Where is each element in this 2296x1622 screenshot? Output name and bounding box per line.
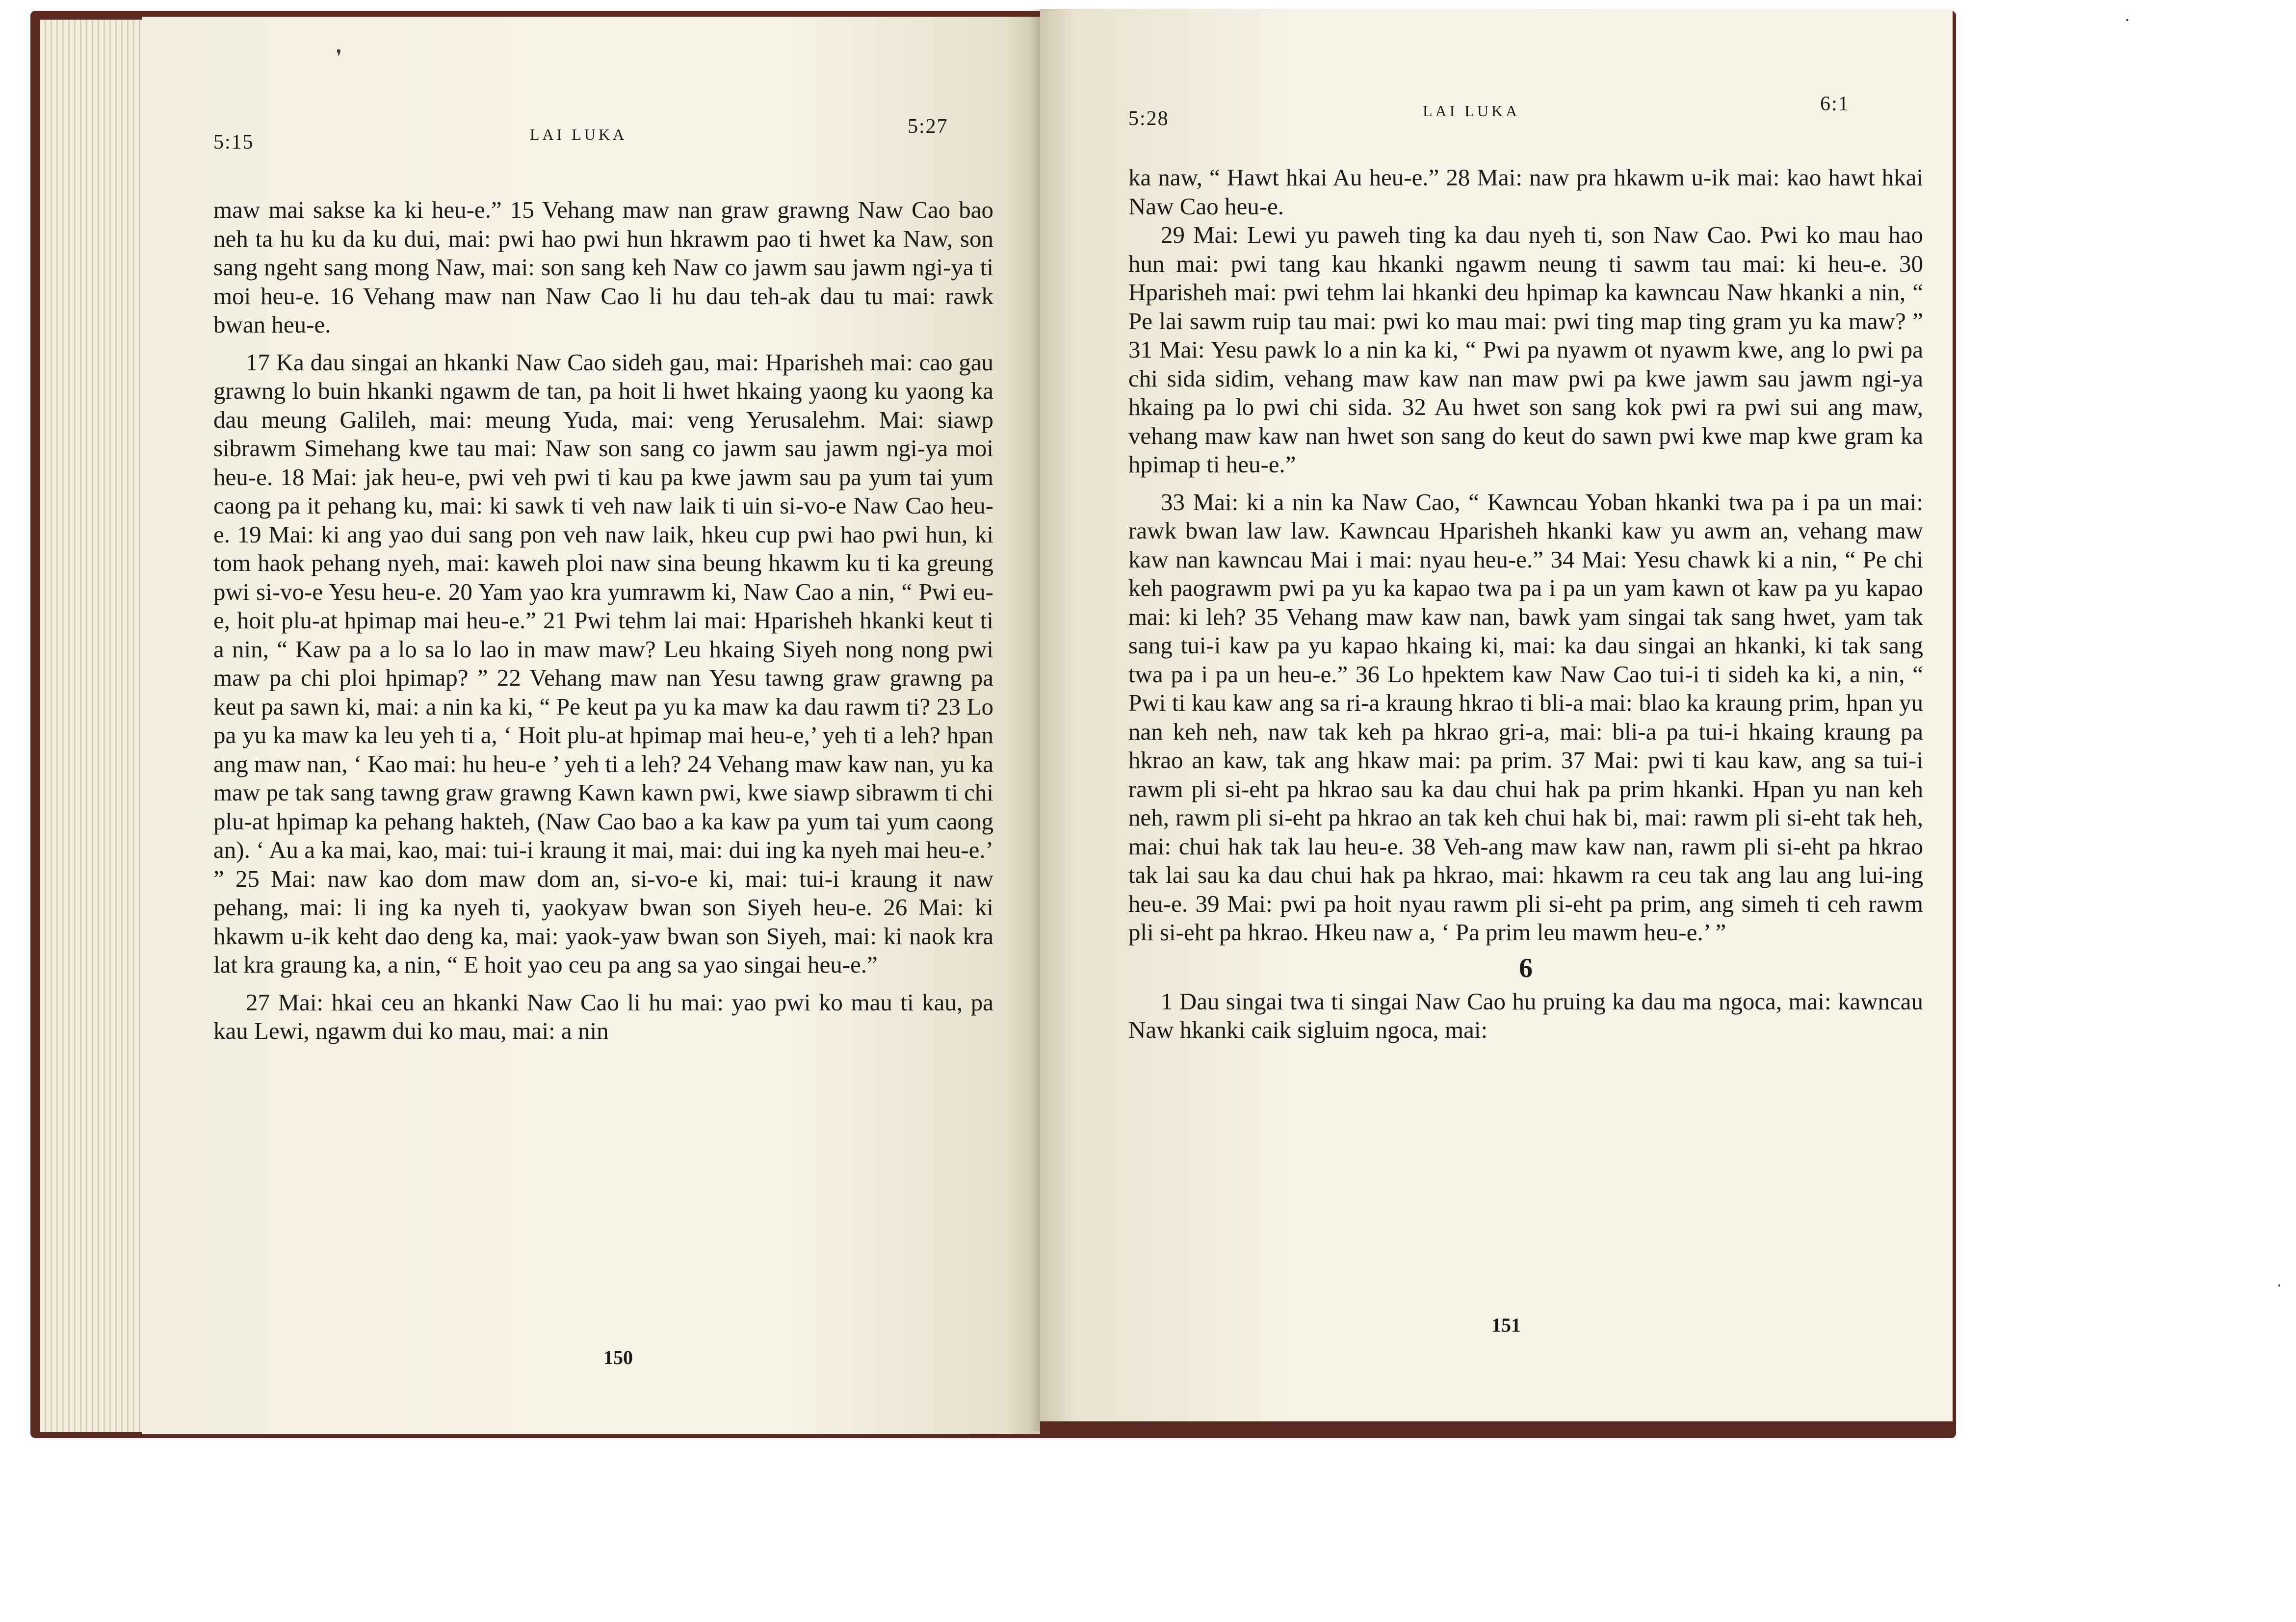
scan-speck: · bbox=[2276, 1276, 2282, 1295]
scan-speck: · bbox=[2124, 10, 2130, 30]
right-paragraph-3: 33 Mai: ki a nin ka Naw Cao, “ Kawncau Yoban hkanki twa pa i pa un mai: rawk bwan law law. Kawncau Hparisheh hkanki kaw yu awm an, vehang maw kaw nan kawncau Mai i mai: nyau heu-e.” 34 Mai: Yesu chawk ki a nin, “ Pe chi keh paograwm pwi pa yu ka kapao twa pa i pa un yam kawn ot kaw pa yu kapao mai: ki leh? 35 Vehang maw kaw nan, bawk yam singai tak sang hwet, yam tak sang tui-i kaw pa yu kapao hkaing ki, mai: ka dau singai an hkanki, ki tak sang twa pa i pa un heu-e.” 36 Lo hpektem kaw Naw Cao tui-i ti sideh ka ki, a nin, “ Pwi ti kau kaw ang sa ri-a kraung hkrao ti bli-a mai: blao ka kraung prim, hpan yu nan keh neh, naw tak keh pa hkrao gri-a, mai: bli-a pa tui-i hkaing kraung pa hkrao an kaw, tak ang hkaw mai: pa prim. 37 Mai: pwi ti kau kaw, ang sa tui-i rawm pli si-eht pa hkrao sau ka dau chui hak pa prim hkanki. Hpan yu nan keh neh, rawm pli si-eht pa hkrao an tak keh chui hak bi, mai: rawm pli si-eht tak heh, mai: chui hak tak lau heu-e. 38 Veh-ang maw kaw nan, rawm pli si-eht pa hkrao tak lai sau ka dau chui hak pa hkrao, mai: hkawm ra ceu tak ang lau ang lui-ing heu-e. 39 Mai: pwi pa hoit nyau rawm pli si-eht pa prim, ang simeh ti ceh rawm pli si-eht pa hkrao. Hkeu naw a, ‘ Pa prim leu mawm heu-e.’ ” bbox=[1128, 488, 1923, 946]
page-edges bbox=[40, 20, 148, 1432]
chapter-heading: 6 bbox=[1519, 953, 1533, 983]
left-header-title: LAI LUKA bbox=[530, 126, 627, 143]
right-page-body bbox=[1128, 163, 1923, 1045]
right-header-title: LAI LUKA bbox=[1423, 102, 1520, 120]
right-header-right-ref: 6:1 bbox=[1820, 93, 1850, 115]
right-paragraph-1: ka naw, “ Hawt hkai Au heu-e.” 28 Mai: naw pra hkawm u-ik mai: kao hawt hkai Naw Cao heu-e. bbox=[1128, 164, 1923, 220]
right-header-left-ref: 5:28 bbox=[1128, 107, 1169, 130]
left-header-right-ref: 5:27 bbox=[908, 115, 948, 138]
left-header-left-ref: 5:15 bbox=[213, 131, 254, 154]
left-paragraph-2: 17 Ka dau singai an hkanki Naw Cao sideh gau, mai: Hparisheh mai: cao gau grawng lo buin hkanki ngawm de tan, pa hoit li hwet hkaing yaong ku yaong ka dau meung Galileh, mai: meung Yuda, mai: veng Yerusalehm. Mai: siawp sibrawm Simehang kwe tau mai: Naw son sang co jawm sau jawm ngi-ya moi heu-e. 18 Mai: jak heu-e, pwi veh pwi ti kau pa kwe jawm sau pa yum tai yum caong pa it pehang ku, mai: ki sawk ti veh naw laik ti uin si-vo-e Naw Cao heu-e. 19 Mai: ki ang yao dui sang pon veh naw laik, hkeu cup pwi hao pwi hun, ki tom haok pehang nyeh, mai: kaweh ploi naw sina beung hkawm ku ti ka greung pwi si-vo-e Yesu heu-e. 20 Yam yao kra yumrawm ki, Naw Cao a nin, “ Pwi eu-e, hoit plu-at hpimap mai heu-e.” 21 Pwi tehm lai mai: Hparisheh hkanki keut ti a nin, “ Kaw pa a lo sa lo lao in maw maw? Leu hkaing Siyeh nong nong pwi maw pa chi ploi hpimap? ” 22 Vehang maw nan Yesu tawng graw grawng pa keut pa sawn ki, mai: a nin ka ki, “ Pe keut pa yu ka maw ka dau rawm ti? 23 Lo pa yu ka maw ka leu yeh ti a, ‘ Hoit plu-at hpimap mai heu-e,’ yeh ti a leh? hpan ang maw nan, ‘ Kao mai: hu heu-e ’ yeh ti a leh? 24 Vehang maw kaw nan, yu ka maw pe tak sang tawng graw grawng Kawn kawn pwi, kwe siawp sibrawm ti chi plu-at hpimap ka pehang hakteh, (Naw Cao bao a ka kaw pa yum tai yum caong an). ‘ Au a ka mai, kao, mai: tui-i kraung it mai, mai: dui ing ka nyeh mai heu-e.’ ” 25 Mai: naw kao dom maw dom an, si-vo-e ki, mai: tui-i kraung it naw pehang, mai: li ing ka nyeh ti, yaokyaw bwan son Siyeh heu-e. 26 Mai: ki hkawm u-ik keht dao deng ka, mai: yaok-yaw bwan son Siyeh, mai: ki naok kra lat kra graung ka, a nin, “ E hoit yao ceu pa ang sa yao singai heu-e.” bbox=[213, 348, 993, 978]
chapter-6-paragraph-1: 1 Dau singai twa ti singai Naw Cao hu pruing ka dau ma ngoca, mai: kawncau Naw hkanki caik sigluim ngoca, mai: bbox=[1128, 987, 1923, 1043]
left-page-number: 150 bbox=[603, 1346, 633, 1368]
left-page-body bbox=[213, 196, 993, 1046]
right-paragraph-2: 29 Mai: Lewi yu paweh ting ka dau nyeh ti, son Naw Cao. Pwi ko mau hao hun mai: pwi tang kau hkanki ngawm neung ti sawm tau mai: ki heu-e. 30 Hparisheh mai: pwi tehm lai hkanki deu hpimap ka kawncau Naw hkanki a nin, “ Pe lai sawm ruip tau mai: pwi ko mau mai: pwi ting map ting gram yu ka maw? ” 31 Mai: Yesu pawk lo a nin ka ki, “ Pwi pa nyawm ot nyawm kwe, ang lo pwi pa chi sida sidim, vehang maw kaw nan maw pwi pa kwe jawm sau jawm ngi-ya hkaing pa lo pwi chi sida. 32 Au hwet son sang kok pwi ra pwi sui ang maw, vehang maw kaw nan hwet son sang do keut do sawn pwi kwe map kwe gram ka hpimap ti heu-e.” bbox=[1128, 221, 1923, 478]
right-page-number: 151 bbox=[1491, 1314, 1521, 1336]
ink-speck: ❜ bbox=[336, 47, 342, 66]
left-paragraph-3: 27 Mai: hkai ceu an hkanki Naw Cao li hu mai: yao pwi ko mau ti kau, pa kau Lewi, ngawm dui ko mau, mai: a nin bbox=[213, 988, 993, 1044]
right-page bbox=[1040, 9, 1953, 1421]
left-page bbox=[142, 17, 1040, 1434]
left-paragraph-1: maw mai sakse ka ki heu-e.” 15 Vehang maw nan graw grawng Naw Cao bao neh ta hu ku da ku dui, mai: pwi hao pwi hun hkrawm pao ti hwet ka Naw, son sang ngeht sang mong Naw, mai: son sang keh Naw co jawm sau jawm ngi-ya ti moi heu-e. 16 Vehang maw nan Naw Cao li hu dau teh-ak dau tu mai: rawk bwan heu-e. bbox=[213, 196, 993, 338]
